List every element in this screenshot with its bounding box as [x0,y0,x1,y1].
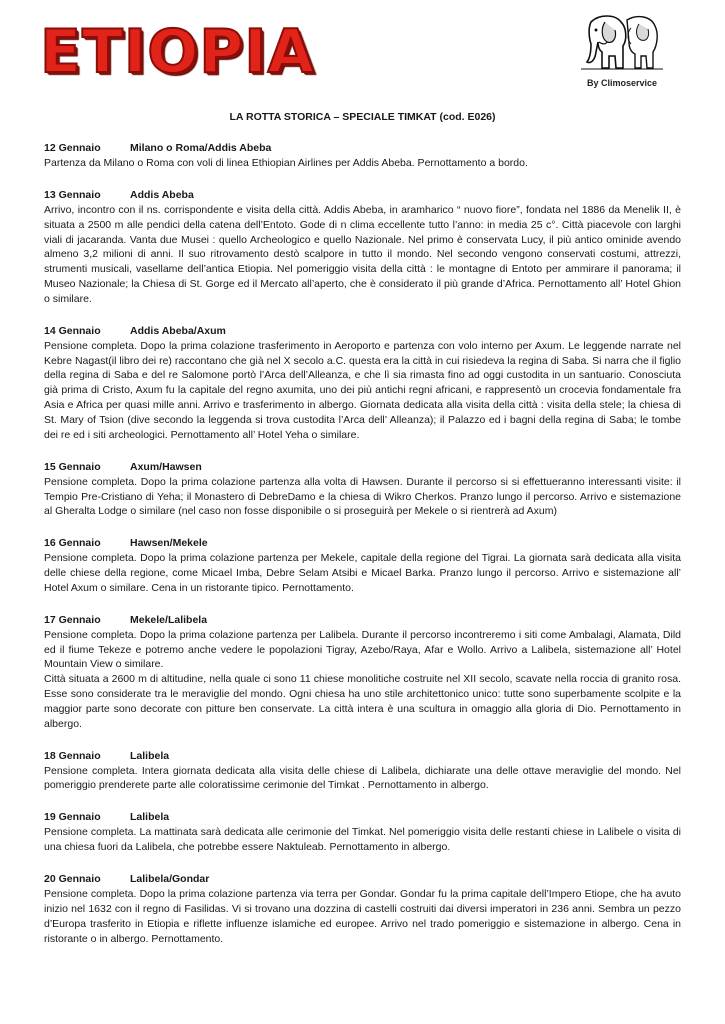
day-heading [44,141,681,156]
itinerary-day [44,810,681,855]
day-date: 16 Gennaio [44,537,101,550]
day-place: Axum/Hawsen [130,460,202,473]
day-date: 13 Gennaio [44,188,101,201]
itinerary-day [44,324,681,443]
day-place: Addis Abeba/Axum [130,324,226,337]
day-description: Pensione completa. La mattinata sarà dedicata alle cerimonie del Timkat. Nel pomeriggio visita delle restanti chiese in Lalibele o visita di una chiesa fuori da Lalibela, che potrebbe essere Naktuleab. Pernottamento in albergo. [44,826,681,854]
day-date: 17 Gennaio [44,613,101,626]
day-date: 19 Gennaio [44,811,101,824]
day-date: 20 Gennaio [44,873,101,885]
itinerary [44,141,681,963]
day-heading [44,324,681,339]
itinerary-day [44,536,681,596]
day-heading [44,460,681,475]
day-description: Pensione completa. Dopo la prima colazione partenza per Mekele, capitale della regione del Tigrai. La giornata sarà dedicata alla visita delle chiese della regione, come Micael Imba, Debre Selam Atsibi e Micael Barka. Pranzo lungo il percorso. Arrivo e sistemazione all’ Hotel Axum o similare. Cena in un ristorante tipico. Pernottamento. [44,552,681,594]
day-description: Partenza da Milano o Roma con voli di linea Ethiopian Airlines per Addis Abeba. Pernottamento a bordo. [44,157,528,169]
header-title: ETIOPIA [40,17,315,87]
day-description: Città situata a 2600 m di altitudine, nella quale ci sono 11 chiese monolitiche costruite nel XII secolo, scavate nella roccia di granito rosa. Esse sono considerate tra le meraviglie del mondo. Ogni chiesa ha uno stile architettonico unico: tutte sono superbamente scolpite e la maggior parte sono decorate con pitture ben conservate. La città intera è una scultura in omaggio alla gloria di Dio. Pernottamento in albergo. [44,673,681,730]
day-place: Lalibela [130,749,170,762]
logo-caption: By Climoservice [586,78,658,88]
day-description: Arrivo, incontro con il ns. corrispondente e visita della città. Addis Abeba, in aramharico “ nuovo fiore”, fondata nel 1886 da Menelik II, è situata a 2500 m alle pendici della catena dell’Entoto. Gode di n clima eccellente tutto l’anno: in media 25 c°. Città piacevole con larghi viali di jacaranda. Vanta due Musei : quello Archeologico e quello Nazionale. Nel primo è conservata Lucy, il più antico ominide avendo almeno 3,2 milioni di anni. Il suo ritrovamento destò scalpore in tutto il mondo. Nel secondo vengono conservati costumi, attrezzi, strumenti musicali, vasellame dell’antica Etiopia. Nel pomeriggio visita della città : le montagne di Entoto per ammirare il panorama; il Museo Nazionale; la Chiesa di St. Gorge ed il Mercato all’aperto, che è considerato il più grande d’Africa. Pernottamento all’ Hotel Ghion o similare. [44,203,681,305]
day-description: Pensione completa. Dopo la prima colazione partenza via terra per Gondar. Gondar fu la prima capitale dell’Impero Etiope, che ha avuto inizio nel 1632 con il regno di Fasilidas. Vi si trovano una dozzina di castelli costruiti dai diversi imperatori in 236 anni. Sembra un pezzo d’Europa trasferito in Etiopia e riflette influenze islamiche ed europee. Arrivo nel trado pomeriggio e sistemazione in albergo. Cena in ristorante o in albergo. Pernottamento. [44,888,681,945]
day-date: 15 Gennaio [44,460,101,473]
day-heading [44,188,681,203]
itinerary-day [44,460,681,520]
day-description: Pensione completa. Dopo la prima colazione partenza per Lalibela. Durante il percorso incontreremo i siti come Ambalagi, Alamata, Dild ed il fiume Tekeze e potremo anche vedere le popolazioni Tigray, Azebo/Raya, Afar e Wollo. Arrivo a Lalibela, sistemazione all’ Hotel Mountain View o similare. [44,628,681,671]
day-heading [44,749,681,764]
itinerary-day [44,613,681,732]
day-place: Milano o Roma/Addis Abeba [130,142,272,154]
elephants-icon [581,12,663,78]
day-date: 12 Gennaio [44,142,101,154]
itinerary-day [44,141,681,171]
day-date: 14 Gennaio [44,324,101,337]
day-place: Mekele/Lalibela [130,613,208,626]
itinerary-day [44,749,681,794]
itinerary-day [44,872,681,946]
day-place: Addis Abeba [130,188,194,201]
day-place: Lalibela/Gondar [130,873,210,885]
day-place: Lalibela [130,811,170,824]
day-description: Pensione completa. Dopo la prima colazione trasferimento in Aeroporto e partenza con volo interno per Axum. Le leggende narrate nel Kebre Nagast(il libro dei re) raccontano che già nel X secolo a.C. questa era la città in cui risiedeva la regina di Saba. Si narra che il figlio della regina di Saba e del re Salomone portò l’Arca dell’Alleanza, e che lì sia rimasta fino ad oggi custodita in un santuario. Conosciuta già prima di Cristo, Axum fu la capitale del regno axumita, uno dei più antichi regni africani, e rappresentò un crocevia fondamentale fra Asia e Africa per quasi mille anni. Arrivo e trasferimento in albergo. Giornata dedicata alla visita della città : visita della stele; la chiesa di St. Mary of Tsion (dive secondo la leggenda si trova custodita l’Arca dell’ Alleanza); il Palazzo ed i bagni della regina di Saba; le tombe dei re ed i siti archeologici. Pernottamento all’ Hotel Yeha o similare. [44,339,681,441]
day-heading [44,613,681,628]
logo [581,12,663,94]
day-date: 18 Gennaio [44,749,101,762]
day-place: Hawsen/Mekele [130,537,208,550]
day-description: Pensione completa. Dopo la prima colazione partenza alla volta di Hawsen. Durante il percorso si si effettueranno interessanti visite: il Tempio Pre-Cristiano di Yeha; il Monastero di DebreDamo e la chiesa di Wikro Cherkos. Pranzo lungo il percorso. Arrivo e sistemazione al Gheralta Lodge o similare (nel caso non fosse disponibile o si proseguirà per Mekele o si rientrerà ad Axum) [44,475,681,518]
day-heading [44,810,681,825]
day-description: Pensione completa. Intera giornata dedicata alla visita delle chiese di Lalibela, dichiarate una delle ottave meraviglie del mondo. Nel pomeriggio prenderete parte alle coloratissime cerimonie del Timkat . Pernottamento in albergo. [44,764,681,792]
document-title: LA ROTTA STORICA – SPECIALE TIMKAT (cod. E026) [229,111,496,123]
itinerary-day [44,188,681,307]
day-heading [44,872,681,887]
day-heading [44,536,681,551]
